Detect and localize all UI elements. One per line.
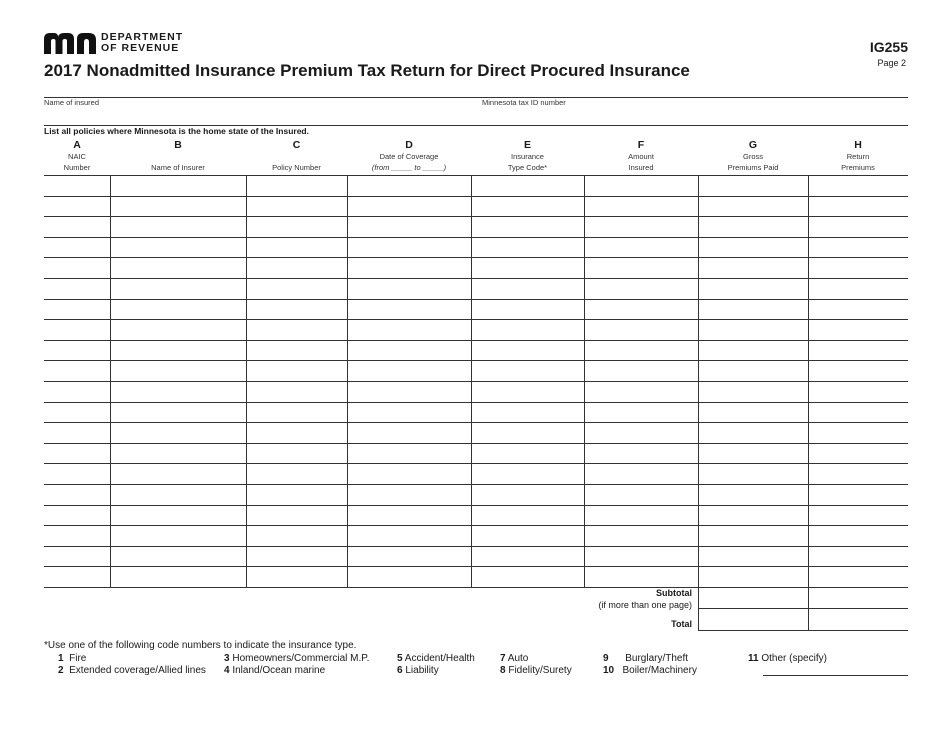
table-row: [44, 361, 908, 382]
column-header-b: [110, 139, 246, 173]
column-desc-line1: [110, 151, 246, 162]
cell-naic[interactable]: [44, 546, 110, 567]
cell-insurer[interactable]: [110, 567, 246, 588]
cell-gross-premiums[interactable]: [698, 299, 808, 320]
cell-coverage-date[interactable]: [347, 176, 471, 197]
cell-insurer[interactable]: [110, 361, 246, 382]
cell-amount-insured[interactable]: [584, 526, 698, 547]
tax-id-label: Minnesota tax ID number: [482, 98, 566, 107]
column-desc-line1: Insurance: [511, 152, 544, 161]
column-desc-line2: Name of Insurer: [151, 163, 205, 172]
table-row: [44, 381, 908, 402]
cell-naic[interactable]: [44, 217, 110, 238]
cell-type-code[interactable]: [471, 464, 584, 485]
cell-type-code[interactable]: [471, 176, 584, 197]
table-row: [44, 340, 908, 361]
cell-amount-insured[interactable]: [584, 484, 698, 505]
cell-naic[interactable]: [44, 464, 110, 485]
cell-amount-insured[interactable]: [584, 402, 698, 423]
code-number: 3: [224, 653, 230, 664]
agency-line-1: DEPARTMENT: [101, 31, 184, 43]
cell-type-code[interactable]: [471, 484, 584, 505]
cell-type-code[interactable]: [471, 278, 584, 299]
cell-insurer[interactable]: [110, 258, 246, 279]
table-row: [44, 278, 908, 299]
cell-naic[interactable]: [44, 423, 110, 444]
cell-type-code[interactable]: [471, 526, 584, 547]
total-gross-premiums-field[interactable]: [698, 609, 808, 631]
cell-policy[interactable]: [246, 320, 347, 341]
cell-insurer[interactable]: [110, 299, 246, 320]
column-desc-line1: Date of Coverage: [379, 152, 439, 161]
cell-coverage-date[interactable]: [347, 320, 471, 341]
table-row: [44, 237, 908, 258]
cell-return-premiums[interactable]: [808, 567, 908, 588]
table-row: [44, 526, 908, 547]
cell-policy[interactable]: [246, 278, 347, 299]
cell-policy[interactable]: [246, 258, 347, 279]
cell-type-code[interactable]: [471, 361, 584, 382]
code-number: 10: [603, 665, 615, 676]
code-number: 1: [58, 653, 64, 664]
cell-gross-premiums[interactable]: [698, 196, 808, 217]
insured-field-line[interactable]: [44, 97, 908, 98]
cell-policy[interactable]: [246, 567, 347, 588]
cell-gross-premiums[interactable]: [698, 546, 808, 567]
table-row: [44, 258, 908, 279]
code-item-3: [224, 653, 369, 664]
table-row: [44, 546, 908, 567]
code-item-6: [397, 665, 439, 676]
cell-type-code[interactable]: [471, 299, 584, 320]
cell-naic[interactable]: [44, 381, 110, 402]
code-number: 11: [748, 653, 759, 664]
cell-amount-insured[interactable]: [584, 258, 698, 279]
cell-gross-premiums[interactable]: [698, 567, 808, 588]
table-row: [44, 196, 908, 217]
table-row: [44, 505, 908, 526]
cell-type-code[interactable]: [471, 567, 584, 588]
table-row: [44, 464, 908, 485]
column-header-f: [584, 139, 698, 173]
code-number: 5: [397, 653, 403, 664]
cell-gross-premiums[interactable]: [698, 237, 808, 258]
column-header-e: [471, 139, 584, 173]
cell-return-premiums[interactable]: [808, 237, 908, 258]
name-of-insured-label: Name of insured: [44, 98, 100, 107]
cell-naic[interactable]: [44, 196, 110, 217]
cell-return-premiums[interactable]: [808, 320, 908, 341]
cell-policy[interactable]: [246, 443, 347, 464]
mn-logo-icon: [44, 32, 96, 54]
cell-insurer[interactable]: [110, 546, 246, 567]
cell-return-premiums[interactable]: [808, 176, 908, 197]
code-item-1: [58, 653, 86, 664]
code-number: 7: [500, 653, 506, 664]
cell-policy[interactable]: [246, 402, 347, 423]
cell-type-code[interactable]: [471, 237, 584, 258]
code-item-2: [58, 665, 206, 676]
code-label: Homeowners/Commercial M.P.: [232, 653, 370, 664]
cell-coverage-date[interactable]: [347, 443, 471, 464]
column-desc-line2: Insured: [628, 163, 654, 172]
cell-naic[interactable]: [44, 320, 110, 341]
cell-gross-premiums[interactable]: [698, 320, 808, 341]
cell-insurer[interactable]: [110, 278, 246, 299]
table-row: [44, 176, 908, 197]
column-desc-line2: (from _____ to _____): [371, 163, 447, 172]
cell-naic[interactable]: [44, 484, 110, 505]
cell-amount-insured[interactable]: [584, 443, 698, 464]
cell-amount-insured[interactable]: [584, 196, 698, 217]
cell-return-premiums[interactable]: [808, 484, 908, 505]
code-label: Extended coverage/Allied lines: [69, 665, 206, 676]
cell-amount-insured[interactable]: [584, 340, 698, 361]
cell-coverage-date[interactable]: [347, 258, 471, 279]
subtotal-note: (if more than one page): [598, 600, 692, 610]
column-desc-line1: NAIC: [68, 152, 86, 161]
cell-amount-insured[interactable]: [584, 505, 698, 526]
cell-policy[interactable]: [246, 176, 347, 197]
department-logo: [44, 32, 183, 54]
cell-coverage-date[interactable]: [347, 361, 471, 382]
cell-insurer[interactable]: [110, 402, 246, 423]
cell-type-code[interactable]: [471, 423, 584, 444]
cell-return-premiums[interactable]: [808, 505, 908, 526]
code-number: 4: [224, 665, 230, 676]
cell-return-premiums[interactable]: [808, 526, 908, 547]
cell-return-premiums[interactable]: [808, 258, 908, 279]
column-desc-line2: Number: [63, 163, 91, 172]
code-label: Auto: [507, 653, 529, 664]
cell-coverage-date[interactable]: [347, 340, 471, 361]
cell-gross-premiums[interactable]: [698, 443, 808, 464]
column-letter: H: [854, 139, 862, 151]
cell-return-premiums[interactable]: [808, 217, 908, 238]
table-row: [44, 484, 908, 505]
cell-gross-premiums[interactable]: [698, 340, 808, 361]
code-label: Accident/Health: [404, 653, 475, 664]
cell-type-code[interactable]: [471, 546, 584, 567]
table-row: [44, 423, 908, 444]
code-item-8: [500, 665, 572, 676]
cell-amount-insured[interactable]: [584, 361, 698, 382]
cell-type-code[interactable]: [471, 217, 584, 238]
cell-insurer[interactable]: [110, 320, 246, 341]
cell-gross-premiums[interactable]: [698, 505, 808, 526]
cell-insurer[interactable]: [110, 237, 246, 258]
cell-type-code[interactable]: [471, 402, 584, 423]
table-row: [44, 567, 908, 588]
cell-coverage-date[interactable]: [347, 546, 471, 567]
cell-amount-insured[interactable]: [584, 567, 698, 588]
cell-type-code[interactable]: [471, 340, 584, 361]
cell-insurer[interactable]: [110, 505, 246, 526]
cell-policy[interactable]: [246, 526, 347, 547]
column-letter: F: [637, 139, 645, 151]
cell-insurer[interactable]: [110, 217, 246, 238]
code-label: Other (specify): [761, 653, 827, 664]
footnote-intro: *Use one of the following code numbers to indicate the insurance type.: [44, 640, 357, 651]
code-item-5: [397, 653, 475, 664]
cell-amount-insured[interactable]: [584, 278, 698, 299]
cell-type-code[interactable]: [471, 381, 584, 402]
cell-naic[interactable]: [44, 361, 110, 382]
cell-return-premiums[interactable]: [808, 402, 908, 423]
code-item-10: [603, 665, 697, 676]
cell-gross-premiums[interactable]: [698, 526, 808, 547]
cell-gross-premiums[interactable]: [698, 217, 808, 238]
cell-policy[interactable]: [246, 423, 347, 444]
cell-amount-insured[interactable]: [584, 464, 698, 485]
column-desc-line2: Premiums Paid: [727, 163, 779, 172]
cell-naic[interactable]: [44, 299, 110, 320]
cell-type-code[interactable]: [471, 258, 584, 279]
page-number: Page 2: [877, 58, 906, 68]
cell-naic[interactable]: [44, 526, 110, 547]
table-row: [44, 402, 908, 423]
code-label: Inland/Ocean marine: [232, 665, 326, 676]
cell-naic[interactable]: [44, 176, 110, 197]
table-row: [44, 217, 908, 238]
cell-gross-premiums[interactable]: [698, 258, 808, 279]
code-label: Fidelity/Surety: [508, 665, 572, 676]
cell-naic[interactable]: [44, 340, 110, 361]
cell-amount-insured[interactable]: [584, 381, 698, 402]
page-title: 2017 Nonadmitted Insurance Premium Tax Return for Direct Procured Insurance: [44, 61, 690, 80]
table-row: [44, 299, 908, 320]
code-number: 9: [603, 653, 609, 664]
cell-coverage-date[interactable]: [347, 237, 471, 258]
cell-policy[interactable]: [246, 464, 347, 485]
total-label: Total: [671, 619, 692, 629]
cell-coverage-date[interactable]: [347, 423, 471, 444]
cell-amount-insured[interactable]: [584, 237, 698, 258]
cell-amount-insured[interactable]: [584, 217, 698, 238]
column-header-d: [347, 139, 471, 173]
cell-return-premiums[interactable]: [808, 196, 908, 217]
column-letter: B: [174, 139, 182, 151]
cell-policy[interactable]: [246, 299, 347, 320]
cell-insurer[interactable]: [110, 196, 246, 217]
cell-return-premiums[interactable]: [808, 423, 908, 444]
other-specify-field[interactable]: [763, 675, 908, 676]
column-desc-line2: Premiums: [841, 163, 875, 172]
cell-naic[interactable]: [44, 237, 110, 258]
cell-policy[interactable]: [246, 484, 347, 505]
cell-coverage-date[interactable]: [347, 381, 471, 402]
cell-gross-premiums[interactable]: [698, 176, 808, 197]
cell-naic[interactable]: [44, 567, 110, 588]
column-header-h: [808, 139, 908, 173]
column-header-c: [246, 139, 347, 173]
column-header-a: [44, 139, 110, 173]
cell-policy[interactable]: [246, 381, 347, 402]
column-letter: A: [73, 139, 81, 151]
column-desc-line1: Return: [846, 152, 870, 161]
cell-amount-insured[interactable]: [584, 176, 698, 197]
column-letter: E: [523, 139, 531, 151]
cell-gross-premiums[interactable]: [698, 361, 808, 382]
cell-insurer[interactable]: [110, 340, 246, 361]
code-item-9: [603, 653, 688, 664]
code-number: 6: [397, 665, 403, 676]
cell-policy[interactable]: [246, 237, 347, 258]
cell-coverage-date[interactable]: [347, 505, 471, 526]
cell-return-premiums[interactable]: [808, 381, 908, 402]
cell-coverage-date[interactable]: [347, 484, 471, 505]
instruction-text: List all policies where Minnesota is the home state of the Insured.: [44, 126, 309, 136]
cell-gross-premiums[interactable]: [698, 423, 808, 444]
cell-policy[interactable]: [246, 340, 347, 361]
cell-insurer[interactable]: [110, 381, 246, 402]
cell-coverage-date[interactable]: [347, 278, 471, 299]
cell-return-premiums[interactable]: [808, 299, 908, 320]
cell-gross-premiums[interactable]: [698, 464, 808, 485]
cell-amount-insured[interactable]: [584, 320, 698, 341]
code-label: Boiler/Machinery: [622, 665, 697, 676]
cell-return-premiums[interactable]: [808, 546, 908, 567]
cell-naic[interactable]: [44, 443, 110, 464]
cell-coverage-date[interactable]: [347, 196, 471, 217]
form-id: IG255: [869, 39, 908, 55]
total-return-premiums-field[interactable]: [808, 609, 908, 631]
cell-naic[interactable]: [44, 258, 110, 279]
cell-return-premiums[interactable]: [808, 464, 908, 485]
cell-coverage-date[interactable]: [347, 464, 471, 485]
cell-insurer[interactable]: [110, 423, 246, 444]
subtotal-gross-premiums-field[interactable]: [698, 588, 808, 609]
column-desc-line2: Policy Number: [272, 163, 321, 172]
column-desc-line1: [246, 151, 347, 162]
cell-return-premiums[interactable]: [808, 340, 908, 361]
cell-type-code[interactable]: [471, 443, 584, 464]
code-label: Liability: [405, 665, 439, 676]
table-row: [44, 443, 908, 464]
cell-type-code[interactable]: [471, 196, 584, 217]
cell-amount-insured[interactable]: [584, 423, 698, 444]
code-label: Fire: [69, 653, 87, 664]
cell-coverage-date[interactable]: [347, 217, 471, 238]
cell-coverage-date[interactable]: [347, 526, 471, 547]
code-item-4: [224, 665, 325, 676]
cell-gross-premiums[interactable]: [698, 484, 808, 505]
subtotal-label: Subtotal: [656, 588, 692, 598]
column-header-g: [698, 139, 808, 173]
cell-policy[interactable]: [246, 546, 347, 567]
column-letter: D: [405, 139, 413, 151]
table-row: [44, 320, 908, 341]
column-desc-line2: Type Code*: [507, 163, 548, 172]
cell-return-premiums[interactable]: [808, 361, 908, 382]
cell-policy[interactable]: [246, 196, 347, 217]
cell-return-premiums[interactable]: [808, 278, 908, 299]
policy-table: [44, 175, 908, 588]
subtotal-return-premiums-field[interactable]: [808, 588, 908, 609]
cell-gross-premiums[interactable]: [698, 402, 808, 423]
column-desc-line1: Gross: [742, 152, 763, 161]
cell-type-code[interactable]: [471, 320, 584, 341]
cell-return-premiums[interactable]: [808, 443, 908, 464]
cell-coverage-date[interactable]: [347, 567, 471, 588]
column-letter: C: [292, 139, 301, 151]
cell-policy[interactable]: [246, 505, 347, 526]
code-number: 2: [58, 665, 64, 676]
cell-naic[interactable]: [44, 278, 110, 299]
cell-naic[interactable]: [44, 505, 110, 526]
cell-insurer[interactable]: [110, 464, 246, 485]
agency-line-2: OF REVENUE: [101, 42, 180, 54]
cell-insurer[interactable]: [110, 484, 246, 505]
cell-insurer[interactable]: [110, 176, 246, 197]
cell-insurer[interactable]: [110, 526, 246, 547]
cell-insurer[interactable]: [110, 443, 246, 464]
column-desc-line1: Amount: [628, 152, 654, 161]
cell-naic[interactable]: [44, 402, 110, 423]
cell-gross-premiums[interactable]: [698, 278, 808, 299]
cell-policy[interactable]: [246, 361, 347, 382]
code-item-7: [500, 653, 528, 664]
column-letter: G: [748, 139, 758, 151]
cell-coverage-date[interactable]: [347, 402, 471, 423]
code-number: 8: [500, 665, 506, 676]
cell-gross-premiums[interactable]: [698, 381, 808, 402]
code-label: Burglary/Theft: [625, 653, 689, 664]
cell-type-code[interactable]: [471, 505, 584, 526]
cell-policy[interactable]: [246, 217, 347, 238]
cell-coverage-date[interactable]: [347, 299, 471, 320]
cell-amount-insured[interactable]: [584, 546, 698, 567]
code-item-11: [748, 653, 827, 664]
cell-amount-insured[interactable]: [584, 299, 698, 320]
